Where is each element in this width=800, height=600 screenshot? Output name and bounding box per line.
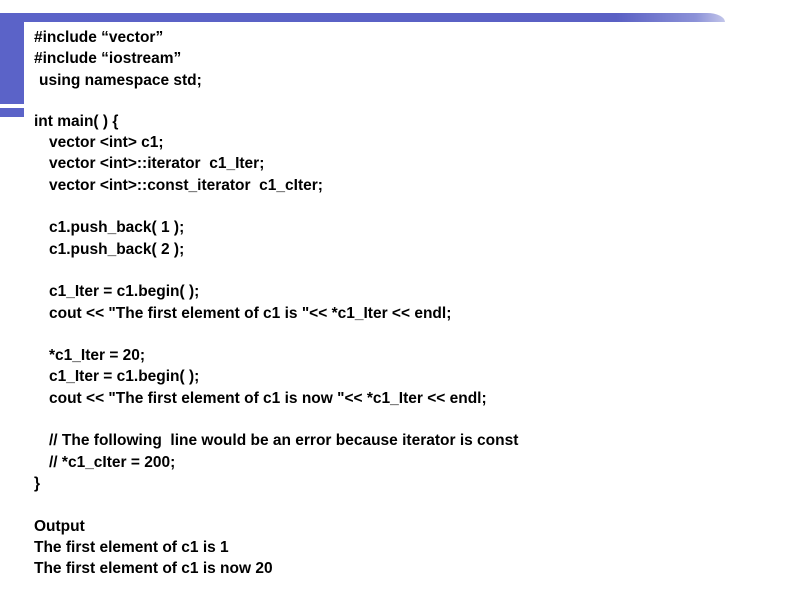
- code-line-include-iostream: #include “iostream”: [34, 50, 182, 68]
- code-blank-line: [34, 409, 774, 430]
- code-line-assign-begin-2: c1_Iter = c1.begin( );: [49, 368, 200, 386]
- code-blank-line: [34, 260, 774, 281]
- code-line-decl-citer: vector <int>::const_iterator c1_cIter;: [49, 176, 323, 194]
- code-line-deref-assign: *c1_Iter = 20;: [49, 347, 146, 365]
- code-blank-line: [34, 196, 774, 217]
- code-blank-line: [34, 494, 774, 515]
- code-line-comment-2: // *c1_cIter = 200;: [49, 453, 176, 471]
- code-line-decl-c1: vector <int> c1;: [49, 134, 164, 152]
- top-accent-bar: [0, 13, 725, 22]
- output-line-1: The first element of c1 is 1: [34, 538, 229, 556]
- code-line-cout-first: cout << "The first element of c1 is "<< *c1_Iter << endl;: [49, 304, 452, 322]
- code-line-cout-first-now: cout << "The first element of c1 is now "<< *c1_Iter << endl;: [49, 389, 487, 407]
- code-line-include-vector: #include “vector”: [34, 29, 164, 46]
- code-line-assign-begin-1: c1_Iter = c1.begin( );: [49, 283, 200, 301]
- code-line-comment-1: // The following line would be an error because iterator is const: [49, 432, 519, 450]
- left-accent-tick: [0, 108, 24, 117]
- code-line-decl-iter: vector <int>::iterator c1_Iter;: [49, 155, 265, 173]
- code-blank-line: [34, 91, 774, 111]
- code-blank-line: [34, 324, 774, 345]
- code-line-main-signature: int main( ) {: [34, 112, 119, 130]
- code-line-closing-brace: }: [34, 474, 41, 492]
- code-line-push-back-1: c1.push_back( 1 );: [49, 219, 185, 237]
- output-line-2: The first element of c1 is now 20: [34, 560, 273, 578]
- code-line-push-back-2: c1.push_back( 2 );: [49, 240, 185, 258]
- code-listing: [34, 27, 774, 579]
- code-line-using-namespace: using namespace std;: [39, 71, 202, 89]
- left-accent-bar: [0, 22, 24, 104]
- output-heading: Output: [34, 517, 85, 535]
